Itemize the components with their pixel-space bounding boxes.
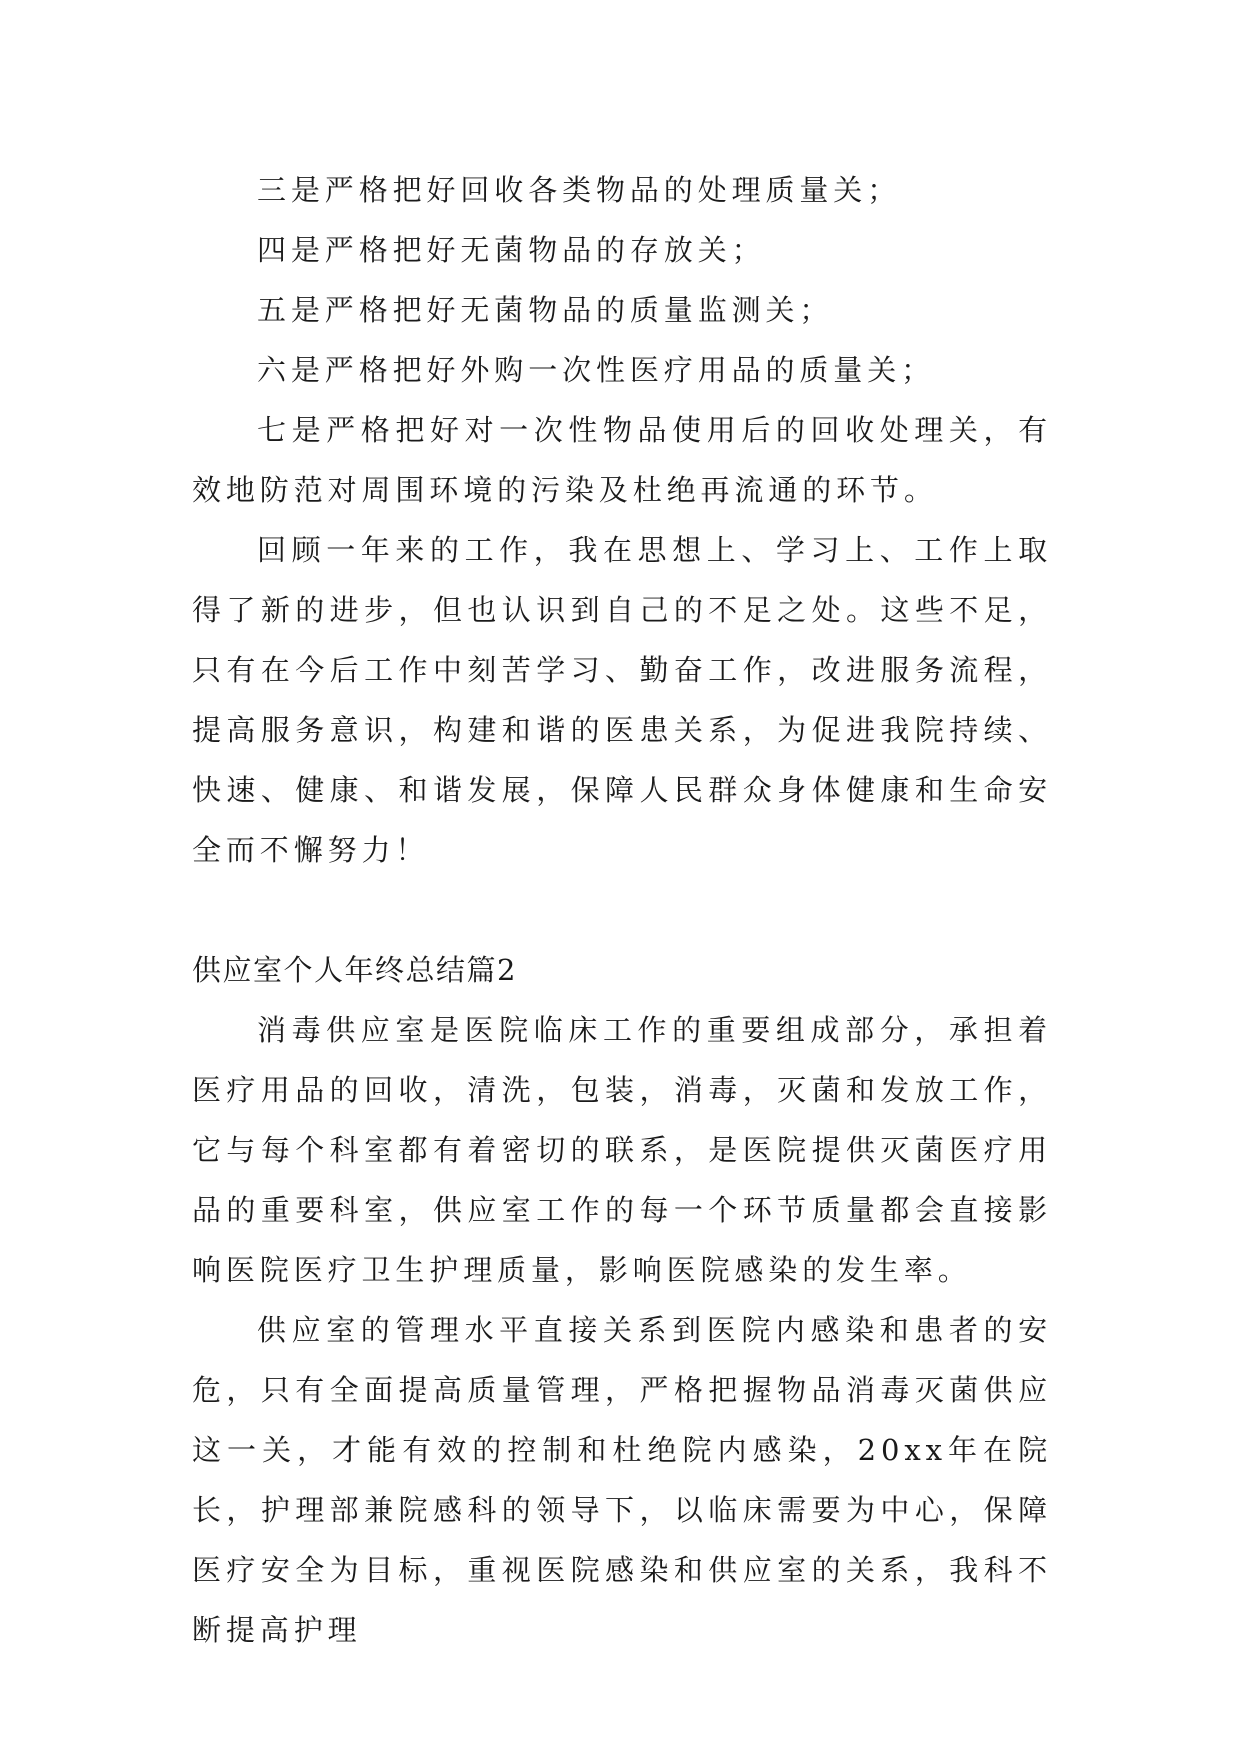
list-item-5: 五是严格把好无菌物品的质量监测关； bbox=[257, 293, 834, 327]
list-item-7: 七是严格把好对一次性物品使用后的回收处理关，有效地防范对周围环境的污染及杜绝再流通的环节。 bbox=[192, 413, 1052, 507]
section-spacer bbox=[192, 880, 1052, 940]
document-page bbox=[192, 160, 1052, 1660]
list-item-3: 三是严格把好回收各类物品的处理质量关； bbox=[257, 173, 902, 207]
section-heading: 供应室个人年终总结篇2 bbox=[192, 953, 517, 987]
list-item-4: 四是严格把好无菌物品的存放关； bbox=[257, 233, 766, 267]
body-paragraph: 供应室的管理水平直接关系到医院内感染和患者的安危，只有全面提高质量管理，严格把握物品消毒灭菌供应这一关，才能有效的控制和杜绝院内感染，20xx年在院长，护理部兼院感科的领导下，以临床需要为中心，保障医疗安全为目标，重视医院感染和供应室的关系，我科不断提高护理 bbox=[192, 1313, 1052, 1647]
list-item-6: 六是严格把好外购一次性医疗用品的质量关； bbox=[257, 353, 936, 387]
body-paragraph: 消毒供应室是医院临床工作的重要组成部分，承担着医疗用品的回收，清洗，包装，消毒，灭菌和发放工作，它与每个科室都有着密切的联系，是医院提供灭菌医疗用品的重要科室，供应室工作的每一个环节质量都会直接影响医院医疗卫生护理质量，影响医院感染的发生率。 bbox=[192, 1013, 1052, 1287]
review-paragraph: 回顾一年来的工作，我在思想上、学习上、工作上取得了新的进步，但也认识到自己的不足之处。这些不足，只有在今后工作中刻苦学习、勤奋工作，改进服务流程，提高服务意识，构建和谐的医患关系，为促进我院持续、快速、健康、和谐发展，保障人民群众身体健康和生命安全而不懈努力！ bbox=[192, 533, 1052, 867]
